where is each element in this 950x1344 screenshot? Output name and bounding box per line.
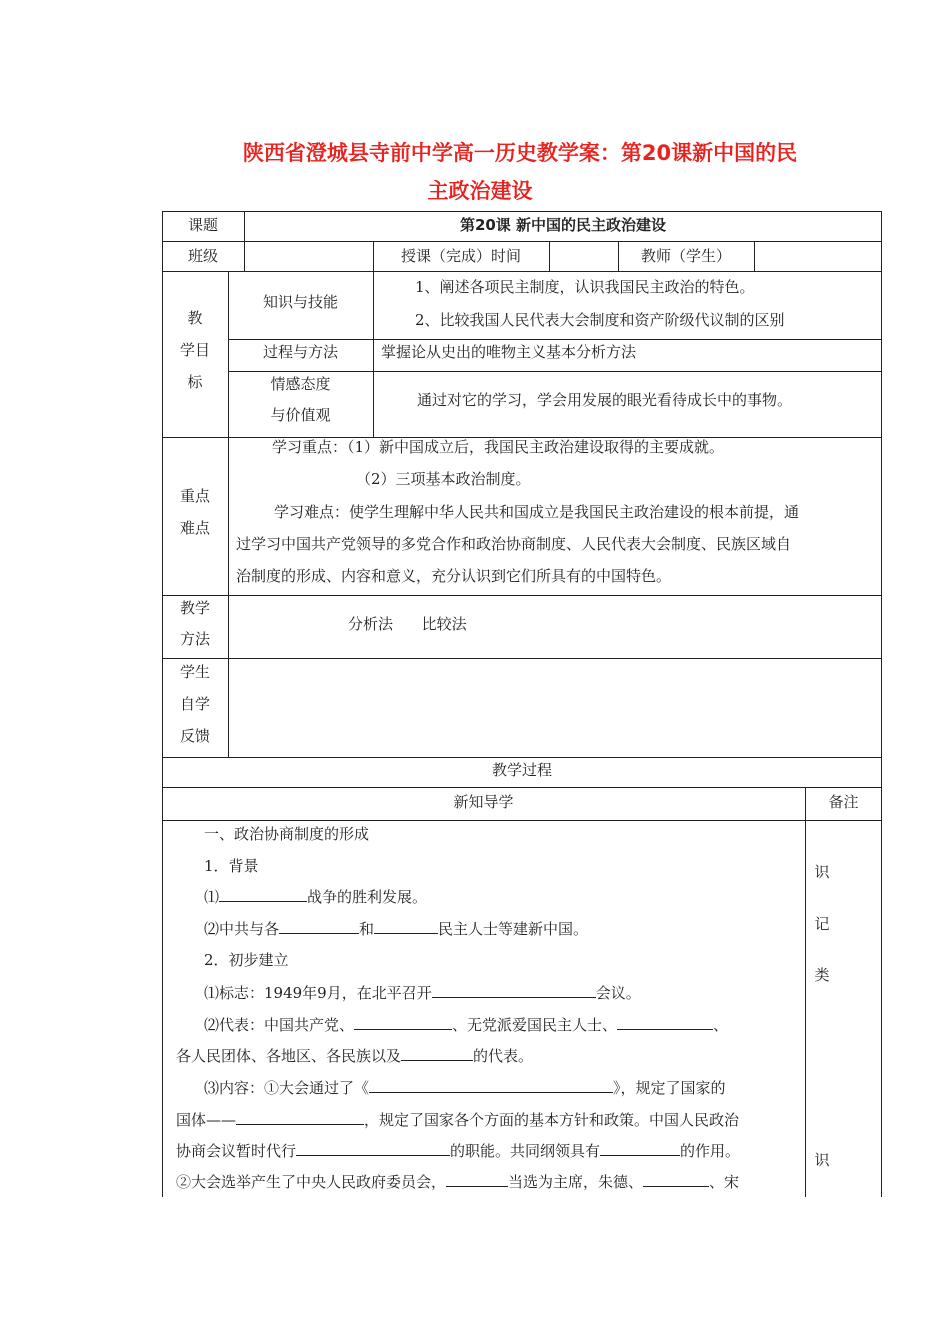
content-text: 各人民团体、各地区、各民族以及: [176, 1047, 402, 1065]
content-text: 、宋: [709, 1173, 740, 1191]
knowledge-item-2: 2、比较我国人民代表大会制度和资产阶级代议制的区别: [415, 311, 785, 329]
content-text: ⑶内容：①大会通过了《: [204, 1079, 370, 1097]
content-text: 的代表。: [473, 1047, 534, 1065]
section-heading: 一、政治协商制度的形成: [204, 825, 370, 843]
note-char-4: 识: [814, 1151, 830, 1169]
note-char-1: 识: [814, 863, 830, 881]
fill-blank[interactable]: [296, 1141, 450, 1156]
document-title-line-2: 主政治建设: [427, 179, 533, 203]
content-line-2: [204, 919, 588, 939]
content-line-4: [204, 1015, 728, 1035]
fill-blank[interactable]: [369, 1078, 613, 1093]
key-points-label-2: 难点: [179, 519, 210, 537]
content-line-8: [176, 1141, 740, 1161]
knowledge-label: 知识与技能: [262, 293, 338, 311]
fill-blank[interactable]: [219, 887, 307, 902]
difficulty-line-1: 学习难点：使学生理解中华人民共和国成立是我国民主政治建设的根本前提，通: [274, 503, 800, 521]
goals-label-3: 标: [187, 373, 203, 391]
time-label: 授课（完成）时间: [400, 247, 521, 265]
content-text: 国体——: [176, 1111, 237, 1129]
topic-value: 第20课 新中国的民主政治建设: [459, 216, 667, 234]
content-text: 当选为主席，朱德、: [508, 1173, 644, 1191]
content-line-7: [176, 1110, 739, 1130]
fill-blank[interactable]: [446, 1172, 508, 1187]
content-line-3: [204, 983, 641, 1003]
goals-label-2: 学目: [179, 341, 210, 359]
content-line-5: [176, 1046, 533, 1066]
document-title-line-1: 陕西省澄城县寺前中学高一历史教学案：第20课新中国的民: [242, 141, 798, 165]
content-text: 》，规定了国家的: [613, 1079, 726, 1097]
content-text: 会议。: [595, 984, 641, 1002]
subsection-initial: 2．初步建立: [204, 951, 289, 969]
difficulty-line-3: 治制度的形成、内容和意义，充分认识到它们所具有的中国特色。: [236, 567, 672, 585]
fill-blank[interactable]: [354, 1015, 452, 1030]
fill-blank[interactable]: [401, 1046, 473, 1061]
content-line-1: [204, 887, 427, 907]
content-text: 的作用。: [680, 1142, 741, 1160]
note-char-3: 类: [814, 966, 830, 984]
fill-blank[interactable]: [236, 1110, 364, 1125]
note-char-2: 记: [814, 915, 830, 933]
content-text: 民主人士等建新中国。: [438, 920, 589, 938]
key-points-label-1: 重点: [179, 487, 210, 505]
content-text: 协商会议暂时代行: [176, 1142, 297, 1160]
content-text: ②大会选举产生了中央人民政府委员会，: [176, 1173, 447, 1191]
methods-text: 分析法 比较法: [348, 615, 467, 633]
knowledge-item-1: 1、阐述各项民主制度，认识我国民主政治的特色。: [415, 278, 755, 296]
content-text: ⑵代表：中国共产党、: [204, 1016, 355, 1034]
process-text: 掌握论从史出的唯物主义基本分析方法: [381, 343, 637, 361]
process-header: 教学过程: [491, 761, 552, 779]
methods-label-2: 方法: [179, 630, 210, 648]
content-text: 、无党派爱国民主人士、: [452, 1016, 618, 1034]
fill-blank[interactable]: [600, 1141, 680, 1156]
content-text: ，规定了国家各个方面的基本方针和政策。中国人民政治: [364, 1111, 740, 1129]
emotion-label-1: 情感态度: [270, 375, 331, 393]
content-text: 的职能。共同纲领具有: [450, 1142, 601, 1160]
methods-label-1: 教学: [179, 599, 210, 617]
feedback-label-2: 自学: [179, 695, 210, 713]
key-point-line-2: （2）三项基本政治制度。: [356, 470, 531, 488]
feedback-label-3: 反馈: [179, 727, 210, 745]
content-text: 、: [713, 1016, 729, 1034]
feedback-label-1: 学生: [179, 663, 210, 681]
emotion-label-2: 与价值观: [270, 406, 331, 424]
content-text: 战争的胜利发展。: [307, 888, 428, 906]
content-line-9: [176, 1172, 739, 1192]
teacher-label: 教师（学生）: [640, 247, 731, 265]
goals-label-1: 教: [187, 309, 203, 327]
key-point-line-1: 学习重点：（1）新中国成立后，我国民主政治建设取得的主要成就。: [272, 438, 725, 456]
fill-blank[interactable]: [432, 983, 596, 998]
process-label: 过程与方法: [262, 343, 338, 361]
content-line-6: [204, 1078, 726, 1098]
new-knowledge-header: 新知导学: [453, 793, 514, 811]
fill-blank[interactable]: [374, 919, 438, 934]
topic-label: 课题: [187, 216, 218, 234]
subsection-background: 1．背景: [204, 857, 259, 875]
class-label: 班级: [187, 247, 218, 265]
content-text: ⑴: [204, 888, 220, 906]
emotion-text: 通过对它的学习，学会用发展的眼光看待成长中的事物。: [417, 391, 793, 409]
difficulty-line-2: 过学习中国共产党领导的多党合作和政治协商制度、人民代表大会制度、民族区域自: [236, 535, 792, 553]
fill-blank[interactable]: [617, 1015, 713, 1030]
fill-blank[interactable]: [643, 1172, 709, 1187]
content-text: ⑴标志：1949年9月，在北平召开: [204, 984, 432, 1002]
content-text: ⑵中共与各: [204, 920, 280, 938]
notes-header: 备注: [828, 793, 859, 811]
content-text: 和: [359, 920, 375, 938]
fill-blank[interactable]: [279, 919, 359, 934]
